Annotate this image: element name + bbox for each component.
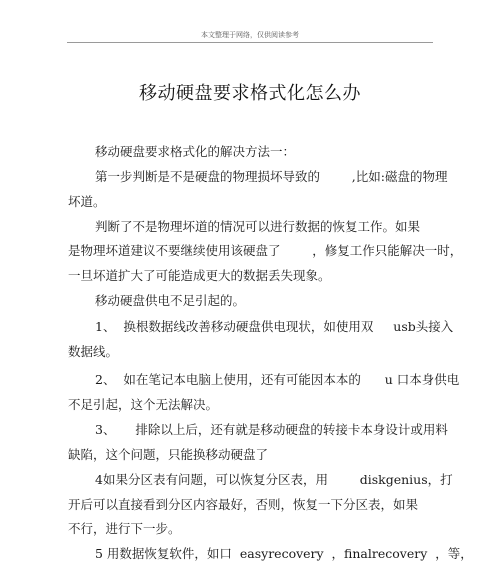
text-line: 不足引起，这个无法解决。 [68,397,219,412]
document-title: 移动硬盘要求格式化怎么办 [139,83,361,104]
text-line: 判断了不是物理坏道的情况可以进行数据的恢复工作。如果 [95,219,421,234]
text-line: 坏道。 [68,194,106,209]
text-line: 移动硬盘供电不足引起的。 [95,293,246,308]
text-line: 1、 换根数据线改善移动硬盘供电现状，如使用双 usb头接入 [95,319,454,334]
text-line: 不行，进行下一步。 [68,521,181,536]
text-line: 5 用数据恢复软件，如口 easyrecovery ，finalrecovery ，等， [95,546,473,561]
page-header: 本文整理于网络，仅供阅读参考 [201,31,299,39]
text-line: 4如果分区表有问题，可以恢复分区表，用 diskgenius，打 [95,472,453,487]
text-line: 数据线。 [68,344,119,359]
text-line: 缺陷，这个问题，只能换移动硬盘了 [68,447,269,462]
header-divider [67,42,433,43]
text-line: 开后可以直接看到分区内容最好，否则，恢复一下分区表，如果 [68,497,419,512]
text-line: 2、 如在笔记本电脑上使用，还有可能因本本的 u 口本身供电 [95,372,460,387]
text-line: 3、 排除以上后，还有就是移动硬盘的转接卡本身设计或用料 [95,422,448,437]
text-line: 是物理坏道建议不要继续使用该硬盘了 ，修复工作只能解决一时， [68,243,463,258]
text-line: 移动硬盘要求格式化的解决方法一： [95,144,296,159]
text-line: 一旦坏道扩大了可能造成更大的数据丢失现象。 [68,268,331,283]
text-line: 第一步判断是不是硬盘的物理损坏导致的 ,比如:磁盘的物理 [95,169,448,184]
